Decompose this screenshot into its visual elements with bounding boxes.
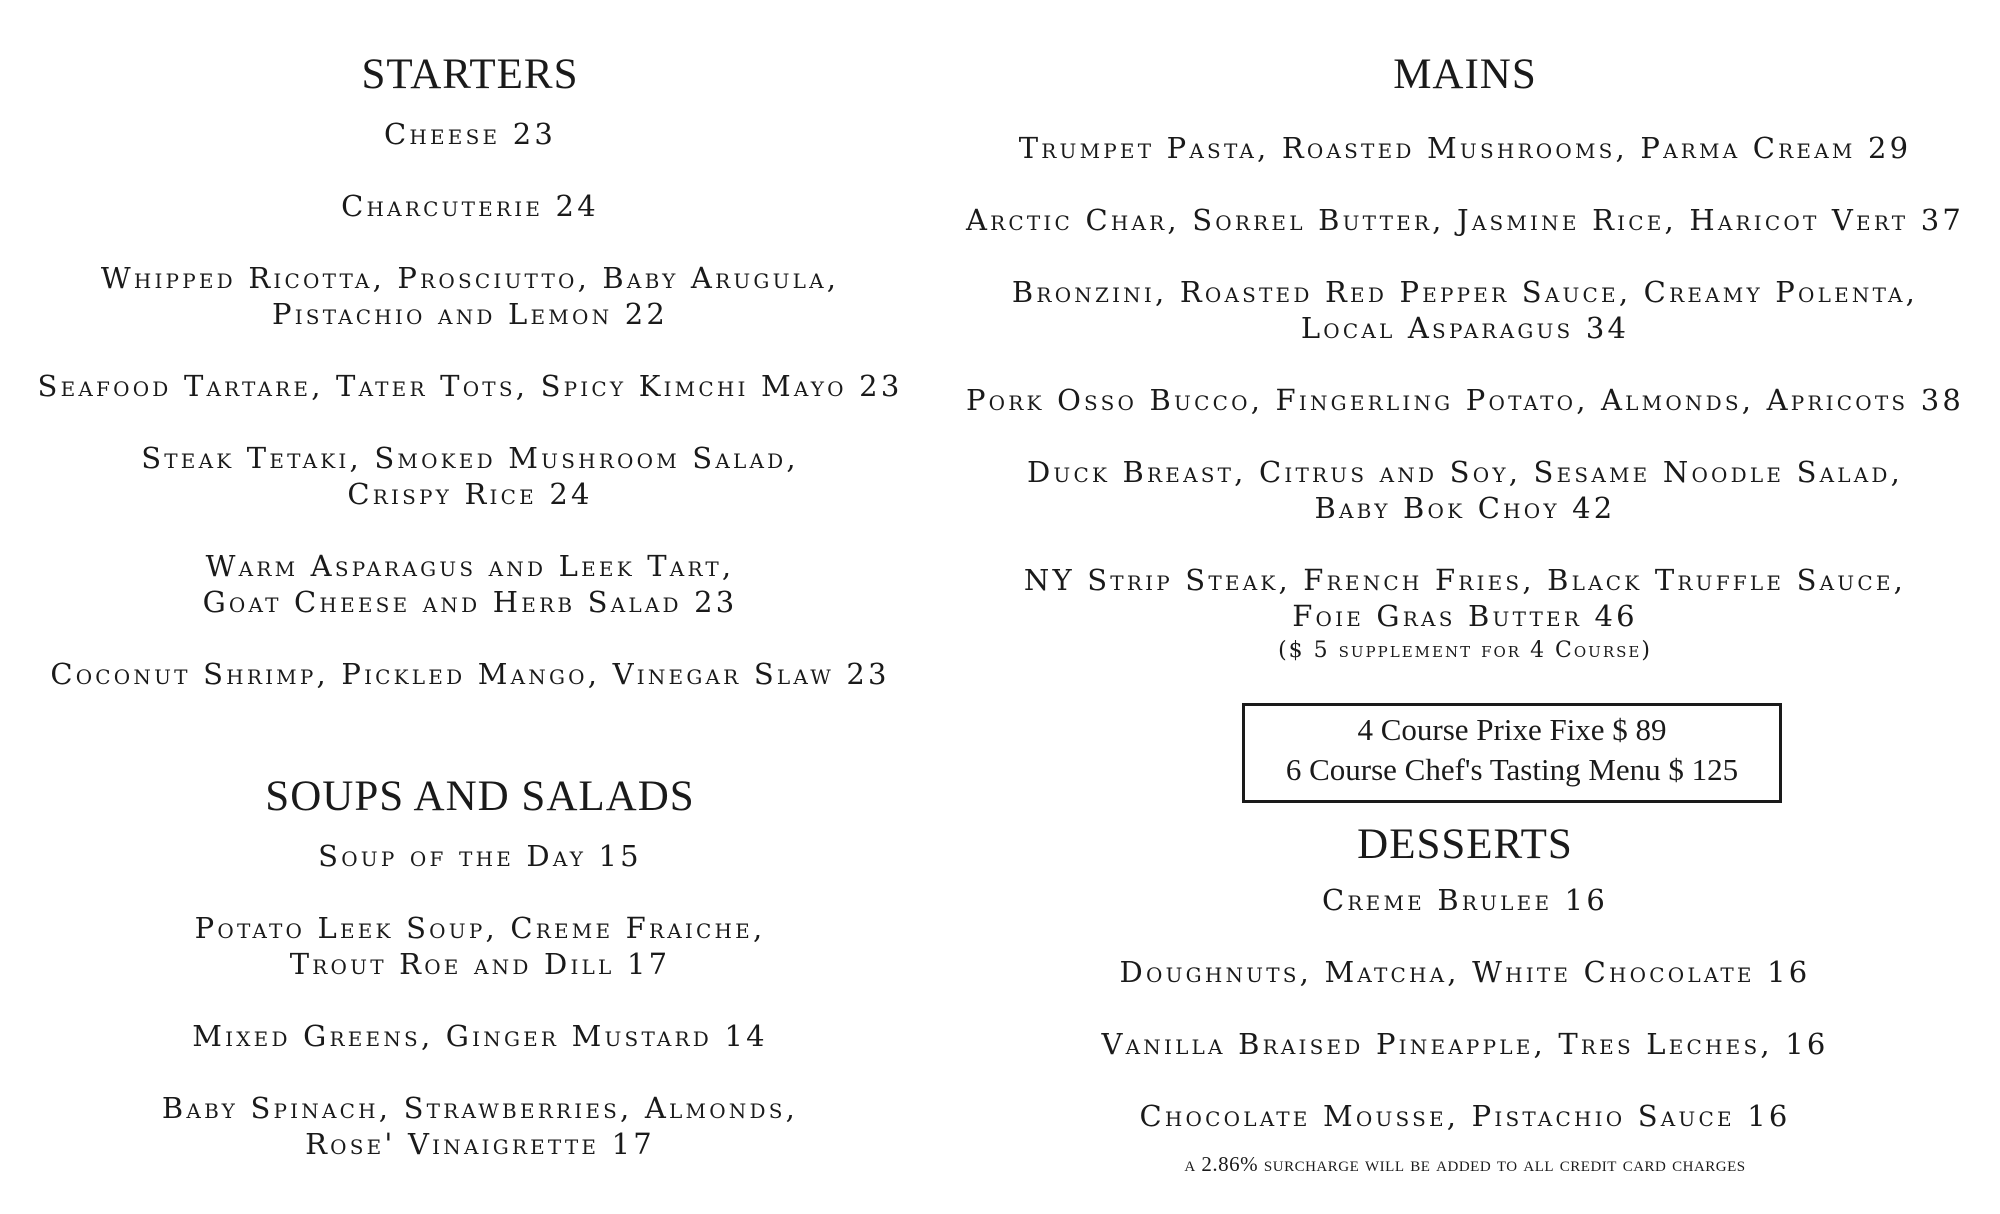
soups-heading: SOUPS AND SALADS — [265, 773, 695, 820]
menu-item-line: Coconut Shrimp, Pickled Mango, Vinegar Slaw 23 — [50, 657, 890, 691]
menu-item-line: Warm Asparagus and Leek Tart, — [205, 549, 735, 583]
menu-item — [960, 1098, 1970, 1134]
mains-heading: MAINS — [1393, 51, 1537, 98]
menu-item — [960, 882, 1970, 918]
starters-list — [30, 116, 910, 692]
menu-item-line: Local Asparagus 34 — [1300, 311, 1630, 345]
desserts-list — [960, 882, 1970, 1134]
menu-item — [960, 202, 1970, 238]
menu-item-line: Rose' Vinaigrette 17 — [305, 1127, 655, 1161]
menu-item — [30, 910, 930, 982]
menu-item-line: Steak Tetaki, Smoked Mushroom Salad, — [141, 441, 799, 475]
menu-item-line: Soup of the Day 15 — [318, 839, 642, 873]
menu-item-line: Doughnuts, Matcha, White Chocolate 16 — [1119, 955, 1811, 989]
menu-item — [30, 1090, 930, 1162]
supplement-note: ($ 5 supplement for 4 Course) — [1278, 638, 1652, 663]
mains-list — [960, 130, 1970, 634]
starters-heading: STARTERS — [361, 51, 579, 98]
menu-item-line: Goat Cheese and Herb Salad 23 — [202, 585, 738, 619]
menu-item-line: Foie Gras Butter 46 — [1292, 599, 1638, 633]
menu-item-line: Vanilla Braised Pineapple, Tres Leches, 16 — [1101, 1027, 1829, 1061]
menu-item-line: Mixed Greens, Ginger Mustard 14 — [192, 1019, 768, 1053]
prix-fixe-box — [1242, 703, 1782, 803]
surcharge-note: a 2.86% surcharge will be added to all credit card charges — [1184, 1152, 1746, 1176]
menu-item — [30, 368, 910, 404]
menu-item — [30, 260, 910, 332]
menu-item — [960, 954, 1970, 990]
menu-item-line: Pork Osso Bucco, Fingerling Potato, Almonds, Apricots 38 — [965, 383, 1965, 417]
menu-item — [30, 548, 910, 620]
starters-section — [30, 53, 910, 728]
menu-item-line: NY Strip Steak, French Fries, Black Truffle Sauce, — [1023, 563, 1907, 597]
menu-item-line: Whipped Ricotta, Prosciutto, Baby Arugula, — [100, 261, 840, 295]
menu-item-line: Pistachio and Lemon 22 — [271, 297, 668, 331]
menu-item-line: Trout Roe and Dill 17 — [289, 947, 671, 981]
menu-item-line: Baby Bok Choy 42 — [1314, 491, 1616, 525]
menu-item — [30, 116, 910, 152]
menu-item — [960, 382, 1970, 418]
menu-item-line: Bronzini, Roasted Red Pepper Sauce, Creamy Polenta, — [1011, 275, 1919, 309]
menu-item — [30, 838, 930, 874]
menu-item — [960, 1026, 1970, 1062]
soups-list — [30, 838, 930, 1162]
menu-item-line: Creme Brulee 16 — [1322, 883, 1608, 917]
desserts-heading: DESSERTS — [1357, 821, 1573, 868]
menu-item-line: Chocolate Mousse, Pistachio Sauce 16 — [1139, 1099, 1791, 1133]
menu-item-line: Arctic Char, Sorrel Butter, Jasmine Rice, Haricot Vert 37 — [965, 203, 1965, 237]
menu-item-line: Potato Leek Soup, Creme Fraiche, — [194, 911, 766, 945]
menu-item — [960, 562, 1970, 634]
menu-item-line: Duck Breast, Citrus and Soy, Sesame Noodle Salad, — [1026, 455, 1904, 489]
prix-fixe-4-course: 4 Course Prixe Fixe $ 89 — [1357, 712, 1667, 747]
soups-section — [30, 775, 930, 1198]
menu-item — [30, 656, 910, 692]
prix-fixe-6-course: 6 Course Chef's Tasting Menu $ 125 — [1285, 752, 1739, 787]
menu-item-line: Seafood Tartare, Tater Tots, Spicy Kimchi Mayo 23 — [37, 369, 903, 403]
mains-section — [960, 53, 1970, 670]
menu-item-line: Trumpet Pasta, Roasted Mushrooms, Parma Cream 29 — [1018, 131, 1912, 165]
menu-item — [960, 130, 1970, 166]
menu-item — [960, 274, 1970, 346]
desserts-section — [960, 823, 1970, 1170]
menu-item — [30, 440, 910, 512]
menu-item — [30, 188, 910, 224]
menu-item — [960, 454, 1970, 526]
menu-item-line: Crispy Rice 24 — [347, 477, 593, 511]
menu-item — [30, 1018, 930, 1054]
menu-item-line: Baby Spinach, Strawberries, Almonds, — [161, 1091, 799, 1125]
menu-item-line: Cheese 23 — [383, 117, 557, 151]
menu-item-line: Charcuterie 24 — [341, 189, 599, 223]
